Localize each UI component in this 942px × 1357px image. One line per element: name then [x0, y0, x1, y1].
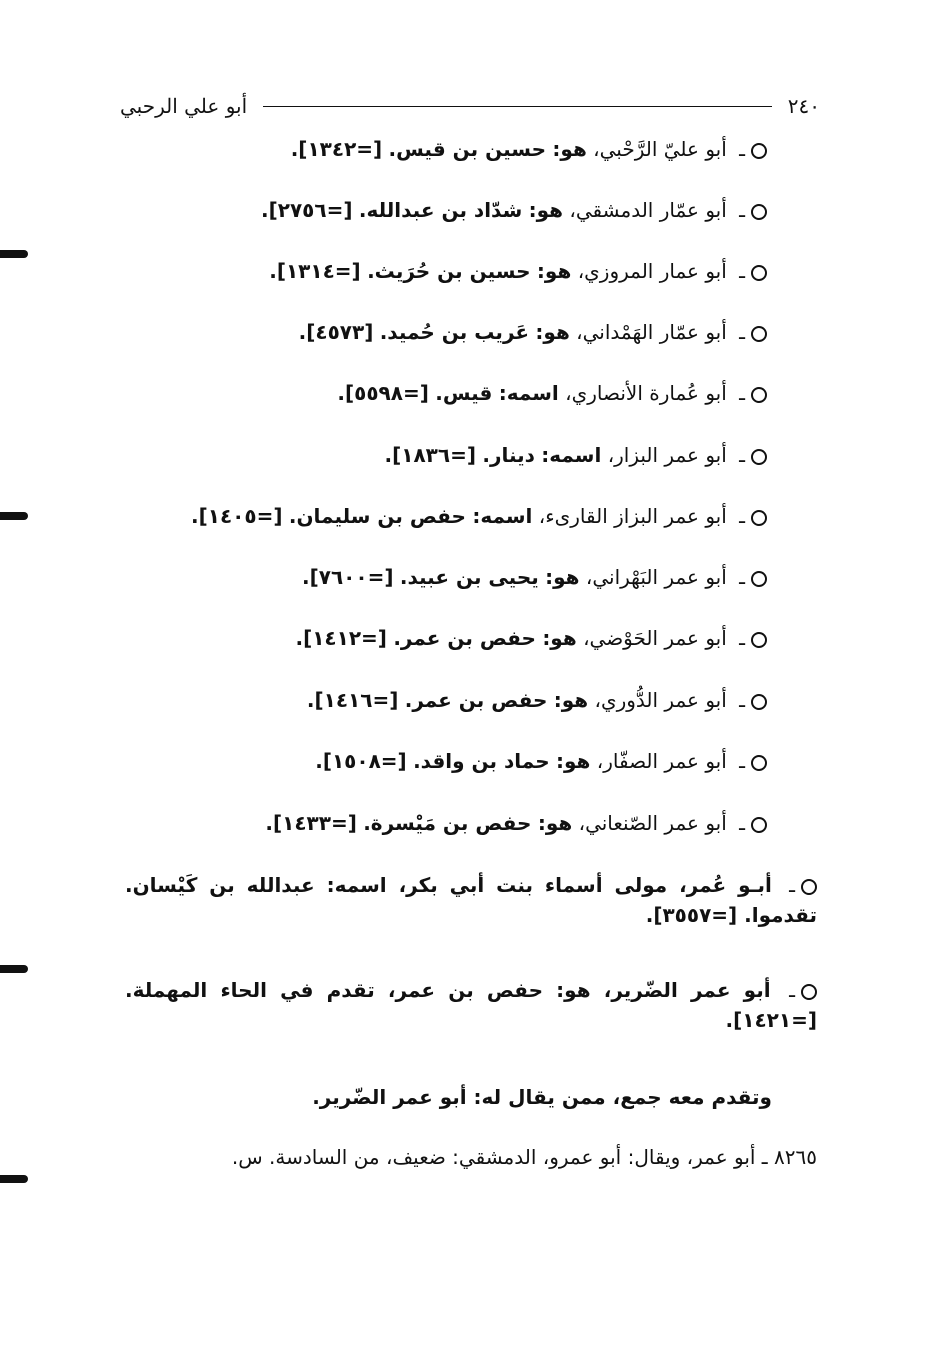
entry-dash: ـ — [739, 137, 745, 161]
list-item — [261, 195, 767, 225]
list-item — [299, 317, 767, 347]
entry-target: حسين بن قيس. — [388, 137, 547, 161]
entry-target: حفص بن سليمان. — [288, 504, 466, 528]
list-item — [307, 685, 767, 715]
entry-text: أبـو عُمر، مولى أسماء بنت أبي بكر، اسمه: عبدالله بن كَيْسان. تقدموا. [=٣٥٥٧]. — [125, 873, 817, 927]
list-item — [191, 501, 767, 531]
entry-target: حماد بن واقد. — [413, 749, 550, 773]
entry-ref: [=١٤١٢]. — [295, 626, 387, 650]
entry-name: أبو عمر الحَوْضي، — [583, 626, 727, 650]
entry-target: يحيى بن عبيد. — [399, 565, 539, 589]
entry-verb: هو: — [536, 259, 572, 283]
entry-target: حفص بن مَيْسرة. — [363, 811, 532, 835]
margin-mark — [0, 1175, 28, 1183]
entry-verb: اسمه: — [498, 381, 559, 405]
list-item — [265, 808, 767, 838]
bullet-icon — [751, 265, 767, 281]
margin-mark — [0, 250, 28, 258]
entry-name: أبو عمّار الدمشقي، — [569, 198, 727, 222]
entry-verb: اسمه: — [472, 504, 533, 528]
entry-verb: هو: — [553, 688, 589, 712]
entry-verb: هو: — [528, 198, 564, 222]
bullet-icon — [751, 204, 767, 220]
bullet-icon — [751, 143, 767, 159]
bullet-icon — [751, 632, 767, 648]
entry-target: عَريب بن حُميد. — [379, 320, 530, 344]
bullet-icon — [751, 387, 767, 403]
entry-name: أبو عمر البزار، — [607, 443, 727, 467]
entry-target: قيس. — [435, 381, 493, 405]
list-item — [315, 746, 767, 776]
entry-target: شدّاد بن عبدالله. — [358, 198, 523, 222]
entry-dash: ـ — [739, 198, 745, 222]
entry-ref: [=١٨٣٦]. — [384, 443, 476, 467]
entry-ref: [٤٥٧٣]. — [298, 320, 374, 344]
bullet-icon — [751, 755, 767, 771]
entry-ref: [=١٤١٦]. — [306, 688, 399, 712]
entry-name: أبو عُمارة الأنصاري، — [565, 381, 727, 405]
list-item — [385, 440, 768, 470]
header-rule — [263, 106, 772, 107]
entry-dash: ـ — [739, 443, 745, 467]
entry-target: دينار. — [482, 443, 535, 467]
entry-dash: ـ — [739, 504, 745, 528]
entry-ref: [=٢٧٥٦]. — [261, 198, 353, 222]
entry-name: أبو عمر الصفّار، — [596, 749, 727, 773]
entry-name: أبو عمر البَهْراني، — [585, 565, 727, 589]
entry-verb: هو: — [537, 811, 573, 835]
entry-ref: [=١٤٠٥]. — [191, 504, 283, 528]
entry-ref: [=١٣١٤]. — [269, 259, 361, 283]
entry-ref: [=٧٦٠٠]. — [302, 565, 394, 589]
page-number: ٢٤٠ — [787, 94, 820, 118]
entry-ref: [=١٤٣٣]. — [265, 811, 357, 835]
entry-name: أبو عمر البزاز القارىء، — [538, 504, 727, 528]
entry-verb: هو: — [535, 320, 570, 344]
entry-dash: ـ — [739, 626, 745, 650]
entry-dash: ـ — [789, 978, 795, 1002]
list-item — [125, 975, 817, 1035]
list-item — [269, 256, 767, 286]
margin-mark — [0, 965, 28, 973]
entry-dash: ـ — [739, 259, 745, 283]
entry-dash: ـ — [739, 749, 745, 773]
margin-mark — [0, 512, 28, 520]
entry-name: أبو عمّار الهَمْداني، — [576, 320, 727, 344]
running-title: أبو علي الرحبي — [120, 94, 248, 118]
entry-name: أبو عمار المروزي، — [577, 259, 727, 283]
entry-dash: ـ — [739, 688, 745, 712]
entry-target: حسين بن حُرَيث. — [367, 259, 531, 283]
list-item — [291, 134, 767, 164]
bullet-icon — [751, 510, 767, 526]
note-line: وتقدم معه جمع، ممن يقال له: أبو عمر الضّرير. — [312, 1085, 772, 1109]
entry-ref: [=٥٥٩٨]. — [337, 381, 429, 405]
list-item — [125, 870, 817, 930]
entry-verb: هو: — [545, 565, 580, 589]
numbered-entry: ٨٢٦٥ ـ أبو عمر، ويقال: أبو عمرو، الدمشقي: ضعيف، من السادسة. س. — [231, 1145, 817, 1169]
entry-verb: هو: — [542, 626, 577, 650]
entry-verb: اسمه: — [541, 443, 602, 467]
page-header — [120, 88, 820, 124]
bullet-icon — [801, 879, 817, 895]
list-item — [295, 623, 767, 653]
entry-text: أبو عمر الضّرير، هو: حفص بن عمر، تقدم في الحاء المهملة. [=١٤٢١]. — [125, 978, 817, 1032]
list-item — [302, 562, 767, 592]
bullet-icon — [751, 817, 767, 833]
entry-verb: هو: — [555, 749, 591, 773]
entry-dash: ـ — [739, 320, 745, 344]
entry-dash: ـ — [739, 381, 745, 405]
entry-verb: هو: — [552, 137, 587, 161]
entry-name: أبو عمر الدُّوري، — [594, 688, 727, 712]
bullet-icon — [751, 326, 767, 342]
entry-name: أبو عمر الصّنعاني، — [578, 811, 727, 835]
bullet-icon — [751, 449, 767, 465]
bullet-icon — [751, 694, 767, 710]
entry-name: أبو عليّ الرَّحْبي، — [593, 137, 727, 161]
entry-target: حفص بن عمر. — [404, 688, 548, 712]
entry-dash: ـ — [739, 811, 745, 835]
list-item — [337, 378, 767, 408]
bullet-icon — [751, 571, 767, 587]
entry-target: حفص بن عمر. — [393, 626, 536, 650]
bullet-icon — [801, 984, 817, 1000]
entry-dash: ـ — [739, 565, 745, 589]
entry-ref: [=١٣٤٢]. — [290, 137, 383, 161]
entry-ref: [=١٥٠٨]. — [315, 749, 407, 773]
entry-dash: ـ — [789, 873, 795, 897]
